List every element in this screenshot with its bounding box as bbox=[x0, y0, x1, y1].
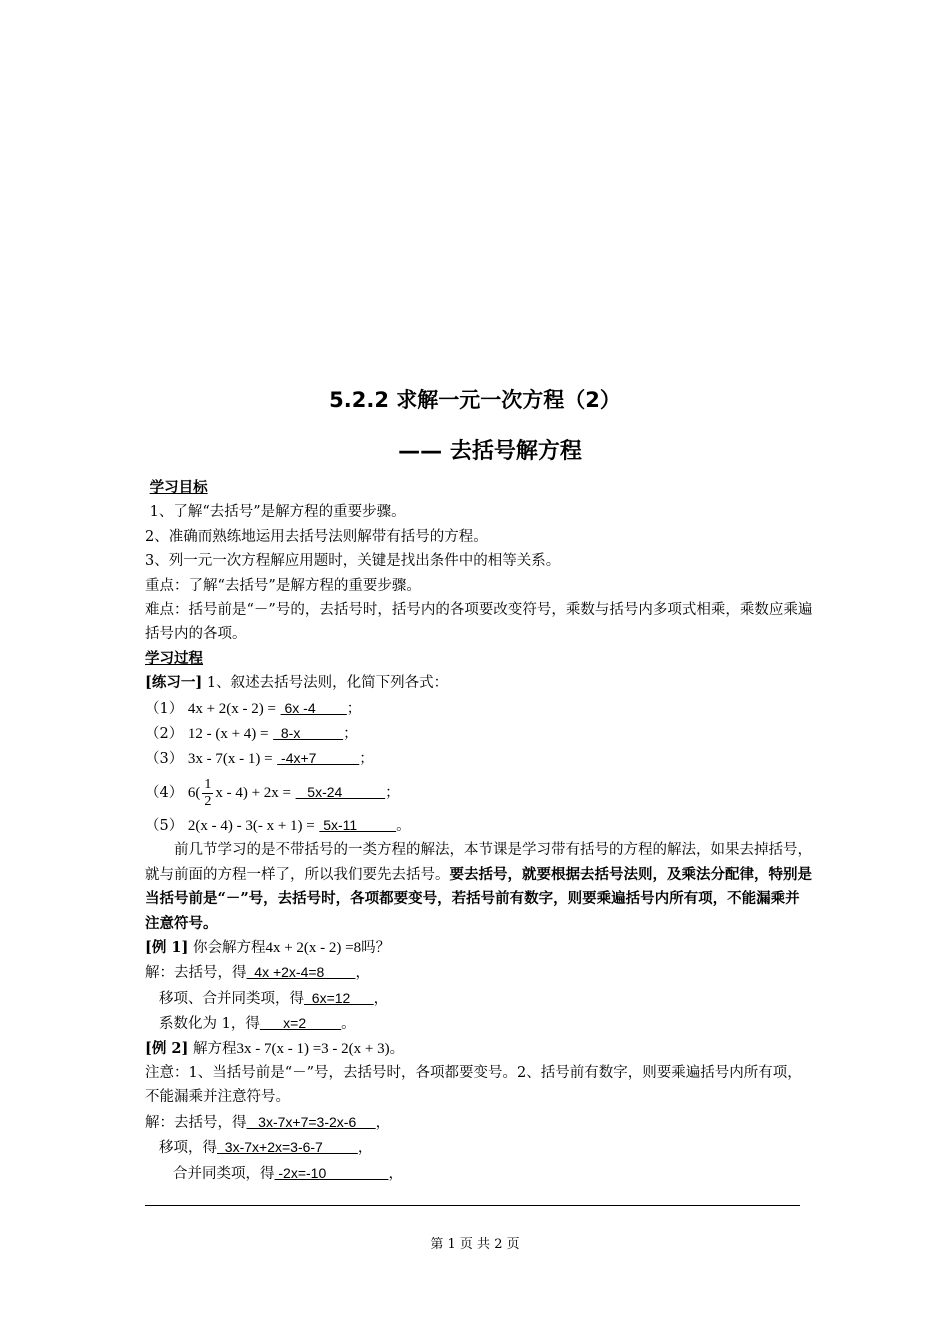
objective-item-1: 1、了解“去括号”是解方程的重要步骤。 bbox=[149, 504, 406, 521]
answer: 5x-24 bbox=[295, 783, 386, 800]
objective-item-2: 2、准确而熟练地运用去括号法则解带有括号的方程。 bbox=[145, 528, 488, 545]
answer: 5x-11 bbox=[319, 816, 397, 833]
bold-rule: 要去括号，就要根据去括号法则，及乘法分配律，特别是当括号前是“－”号，去括号时，各项都要变号，若括号前有数字，则要乘遍括号内所有项，不能漏乘并注意符号。 bbox=[145, 865, 812, 932]
footer-divider bbox=[145, 1205, 800, 1206]
difficulty: 难点：括号前是“－”号的，去括号时，括号内的各项要改变符号，乘数与括号内多项式相乘，乘数应乘遍括号内的各项。 bbox=[145, 602, 813, 643]
example1-step-3: 系数化为 1，得 x=2 。 bbox=[159, 1015, 356, 1033]
expression: 12 - (x + 4) = bbox=[187, 726, 269, 743]
key-point: 重点：了解“去括号”是解方程的重要步骤。 bbox=[145, 577, 421, 594]
answer: x=2 bbox=[259, 1015, 342, 1032]
example2-step-2: 移项，得 3x-7x+2x=3-6-7 ， bbox=[159, 1139, 373, 1157]
answer: 8-x bbox=[273, 725, 344, 742]
example1-question: [例 1] 你会解方程4x + 2(x - 2) =8吗？ bbox=[145, 938, 391, 956]
expression: 2(x - 4) - 3(- x + 1) = bbox=[187, 817, 315, 834]
example2-question: [例 2] 解方程3x - 7(x - 1) =3 - 2(x + 3)。 bbox=[145, 1039, 405, 1057]
answer: -2x=-10 bbox=[274, 1164, 389, 1181]
document-body bbox=[145, 476, 813, 1186]
example2-step-3: 合并同类项，得 -2x=-10 ， bbox=[173, 1164, 403, 1182]
example2-note: 注意：1、当括号前是“－”号，去括号时，各项都要变号。2、括号前有数字，则要乘遍括号内所有项，不能漏乘并注意符号。 bbox=[145, 1064, 802, 1106]
exercise-item-4: （4） 6( $\frac{1}{2}$ x - 4) + 2x = 5x-24 ； bbox=[145, 776, 400, 809]
example1-step-1: 解：去括号，得 4x +2x-4=8 ， bbox=[145, 964, 370, 982]
answer: 3x-7x+7=3-2x-6 bbox=[246, 1113, 376, 1130]
equation: 4x + 2(x - 2) =8 bbox=[265, 939, 362, 956]
process-heading: 学习过程 bbox=[145, 650, 203, 667]
exercise-item-1: （1） 4x + 2(x - 2) = 6x -4 ； bbox=[145, 699, 362, 717]
answer: -4x+7 bbox=[277, 750, 360, 767]
fraction: $\frac{1}{2}$ bbox=[204, 776, 212, 809]
example2-step-1: 解：去括号，得 3x-7x+7=3-2x-6 ， bbox=[145, 1113, 391, 1131]
answer: 4x +2x-4=8 bbox=[246, 964, 356, 981]
exercise-item-3: （3） 3x - 7(x - 1) = -4x+7 ； bbox=[145, 750, 374, 768]
answer: 6x=12 bbox=[304, 989, 374, 1006]
exercise-item-2: （2） 12 - (x + 4) = 8-x ； bbox=[145, 725, 358, 743]
objective-item-3: 3、列一元一次方程解应用题时，关键是找出条件中的相等关系。 bbox=[145, 553, 561, 570]
exercise1-header bbox=[145, 671, 813, 695]
page-title: 5.2.2 求解一元一次方程（2） bbox=[329, 388, 621, 412]
page-footer: 第 1 页 共 2 页 bbox=[430, 1237, 520, 1252]
exercise-item-5: （5） 2(x - 4) - 3(- x + 1) = 5x-11 。 bbox=[145, 816, 411, 834]
example1-step-2: 移项、合并同类项，得 6x=12 ， bbox=[159, 989, 389, 1007]
answer: 3x-7x+2x=3-6-7 bbox=[217, 1139, 358, 1156]
explanation-paragraph: 前几节学习的是不带括号的一类方程的解法，本节课是学习带有括号的方程的解法，如果去掉括号，就与前面的方程一样了，所以我们要先去括号。要去括号，就要根据去括号法则，及乘法分配律，特别是当括号前是“－”号，去括号时，各项都要变号，若括号前有数字，则要乘遍括号内所有项，不能漏乘并注意符号。 bbox=[145, 842, 812, 932]
page-subtitle: —— 去括号解方程 bbox=[398, 439, 582, 464]
equation: 3x - 7(x - 1) =3 - 2(x + 3) bbox=[236, 1040, 390, 1057]
expression: 6( $\frac{1}{2}$ x - 4) + 2x = bbox=[187, 776, 292, 809]
objectives-heading: 学习目标 bbox=[149, 480, 208, 496]
expression: 4x + 2(x - 2) = bbox=[187, 700, 276, 717]
answer: 6x -4 bbox=[280, 699, 347, 716]
exercise1-label: [练习一] bbox=[145, 674, 203, 692]
exercise1-text: 1、叙述去括号法则，化简下列各式： bbox=[206, 675, 449, 692]
expression: 3x - 7(x - 1) = bbox=[187, 751, 273, 768]
